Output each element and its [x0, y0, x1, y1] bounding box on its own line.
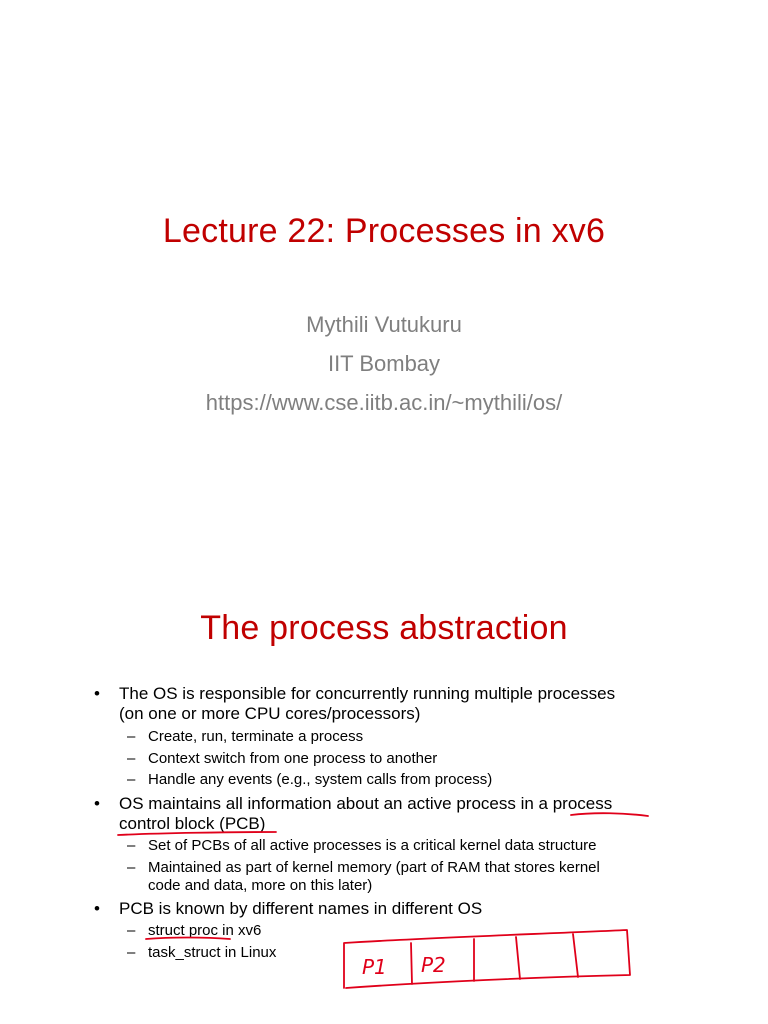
pcb-cell-p2: P2 — [421, 953, 446, 977]
lecture-title: Lecture 22: Processes in xv6 — [162, 212, 606, 250]
sub-dash: – — [127, 922, 136, 939]
bullet-2-line-2: control block (PCB) — [119, 814, 266, 833]
sub-dash: – — [127, 944, 136, 961]
pcb-array-box — [344, 930, 630, 988]
sub-dash: – — [127, 771, 136, 788]
slide-title: The process abstraction — [200, 609, 568, 647]
bullet-3-sub-2: task_struct in Linux — [148, 944, 277, 961]
bullet-1-line-2: (on one or more CPU cores/processors) — [119, 704, 421, 723]
bullet-3-sub-1: struct proc in xv6 — [148, 922, 262, 939]
pcb-cell-divider — [516, 937, 520, 979]
sub-dash: – — [127, 859, 136, 876]
bullet-1-sub-3: Handle any events (e.g., system calls from process) — [148, 771, 493, 788]
bullet-1-sub-2: Context switch from one process to another — [148, 750, 438, 767]
author-name: Mythili Vutukuru — [306, 312, 462, 337]
bullet-2-sub-2-line-1: Maintained as part of kernel memory (part of RAM that stores kernel — [148, 859, 600, 876]
bullet-2-sub-2-line-2: code and data, more on this later) — [148, 877, 373, 894]
sub-dash: – — [127, 750, 136, 767]
bullet-marker: • — [94, 794, 100, 813]
pcb-cell-p1: P1 — [362, 955, 387, 979]
bullet-1-line-1: The OS is responsible for concurrently running multiple processes — [119, 684, 616, 703]
sub-dash: – — [127, 728, 136, 745]
bullet-2-line-1: OS maintains all information about an active process in a process — [119, 794, 613, 813]
bullet-2-sub-1: Set of PCBs of all active processes is a critical kernel data structure — [148, 837, 597, 854]
institute-name: IIT Bombay — [327, 351, 441, 376]
bullet-marker: • — [94, 899, 100, 918]
course-url: https://www.cse.iitb.ac.in/~mythili/os/ — [205, 390, 563, 415]
sub-dash: – — [127, 837, 136, 854]
bullet-1-sub-1: Create, run, terminate a process — [148, 728, 364, 745]
bullet-marker: • — [94, 684, 100, 703]
pcb-cell-divider — [573, 934, 578, 977]
pcb-cell-divider — [411, 943, 412, 984]
bullet-3-line-1: PCB is known by different names in different OS — [119, 899, 483, 918]
